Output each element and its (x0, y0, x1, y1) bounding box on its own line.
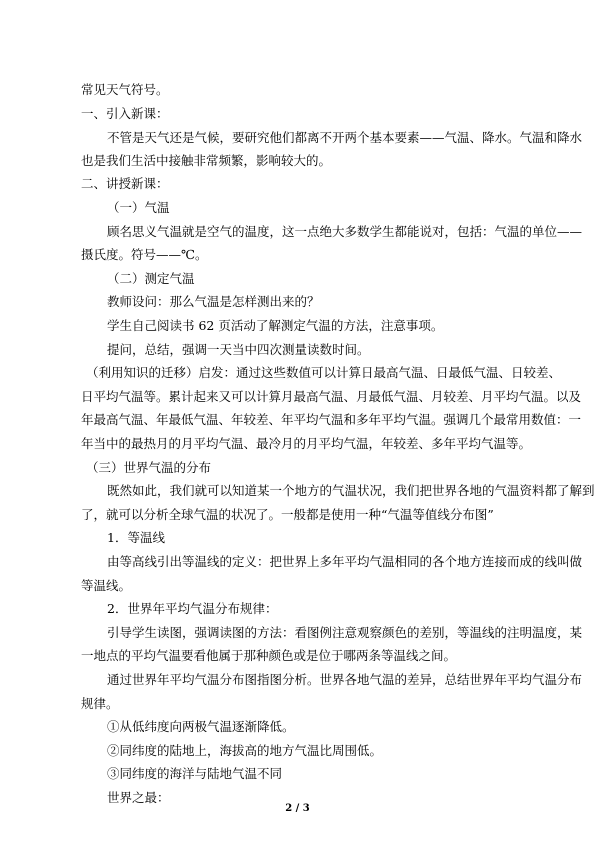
section-heading-intro: 一、引入新课： (81, 106, 169, 121)
list-item-3: ③同纬度的海洋与陆地气温不同 (107, 766, 283, 781)
list-item-1: ①从低纬度向两极气温逐渐降低。 (107, 719, 295, 734)
text-line-12: 提问，总结，强调一天当中四次测量读数时间。 (107, 342, 370, 357)
text-line-24: 引导学生读图，强调读图的方法：看图例注意观察颜色的差别，等温线的注明温度，某 (107, 625, 583, 640)
text-line-15: 年最高气温、年最低气温、年较差、年平均气温和多年平均气温。强调几个最常用数值：一 (81, 412, 582, 427)
text-line-19: 了，就可以分析全球气温的状况了。一般都是使用一种“气温等值线分布图” (81, 507, 494, 522)
text-line-11: 学生自己阅读书 62 页活动了解测定气温的方法，注意事项。 (107, 318, 444, 333)
text-line-8: 摄氏度。符号——℃。 (81, 247, 208, 262)
text-line-1: 常见天气符号。 (81, 82, 169, 97)
subheading-distribution: （三）世界气温的分布 (86, 460, 212, 475)
list-item-2: ②同纬度的陆地上，海拔高的地方气温比周围低。 (107, 743, 383, 758)
text-line-3: 不管是天气还是气候，要研究他们都离不开两个基本要素——气温、降水。气温和降水 (107, 130, 583, 145)
text-line-13: （利用知识的迁移）启发：通过这些数值可以计算日最高气温、日最低气温、日较差、 (86, 365, 562, 380)
text-line-26: 通过世界年平均气温分布图指图分析。世界各地气温的差异，总结世界年平均气温分布 (107, 672, 583, 687)
text-line-21: 由等高线引出等温线的定义：把世界上多年平均气温相同的各个地方连接而成的线叫做 (107, 554, 583, 569)
subheading-pattern: 2．世界年平均气温分布规律： (107, 601, 278, 616)
section-heading-teach: 二、讲授新课： (81, 176, 169, 191)
text-line-27: 规律。 (81, 696, 119, 711)
text-line-25: 一地点的平均气温要看他属于那种颜色或是位于哪两条等温线之间。 (81, 648, 457, 663)
text-line-18: 既然如此，我们就可以知道某一个地方的气温状况，我们把世界各地的气温资料都了解到 (107, 483, 595, 498)
text-line-22: 等温线。 (81, 578, 132, 593)
text-line-10: 教师设问：那么气温是怎样测出来的？ (107, 294, 320, 309)
subheading-temperature: （一）气温 (107, 200, 170, 215)
text-line-4: 也是我们生活中接触非常频繁，影响较大的。 (81, 153, 332, 168)
subheading-measure: （二）测定气温 (107, 271, 195, 286)
text-line-16: 年当中的最热月的月平均气温、最冷月的月平均气温，年较差、多年平均气温等。 (81, 436, 532, 451)
text-line-7: 顾名思义气温就是空气的温度，这一点绝大多数学生都能说对，包括：气温的单位—— (107, 224, 583, 239)
text-line-14: 日平均气温等。累计起来又可以计算月最高气温、月最低气温、月较差、月平均气温。以及 (81, 389, 582, 404)
text-line-31: 世界之最： (107, 790, 170, 805)
subheading-isotherm: 1．等温线 (107, 530, 165, 545)
page-number: 2 / 3 (285, 803, 310, 814)
